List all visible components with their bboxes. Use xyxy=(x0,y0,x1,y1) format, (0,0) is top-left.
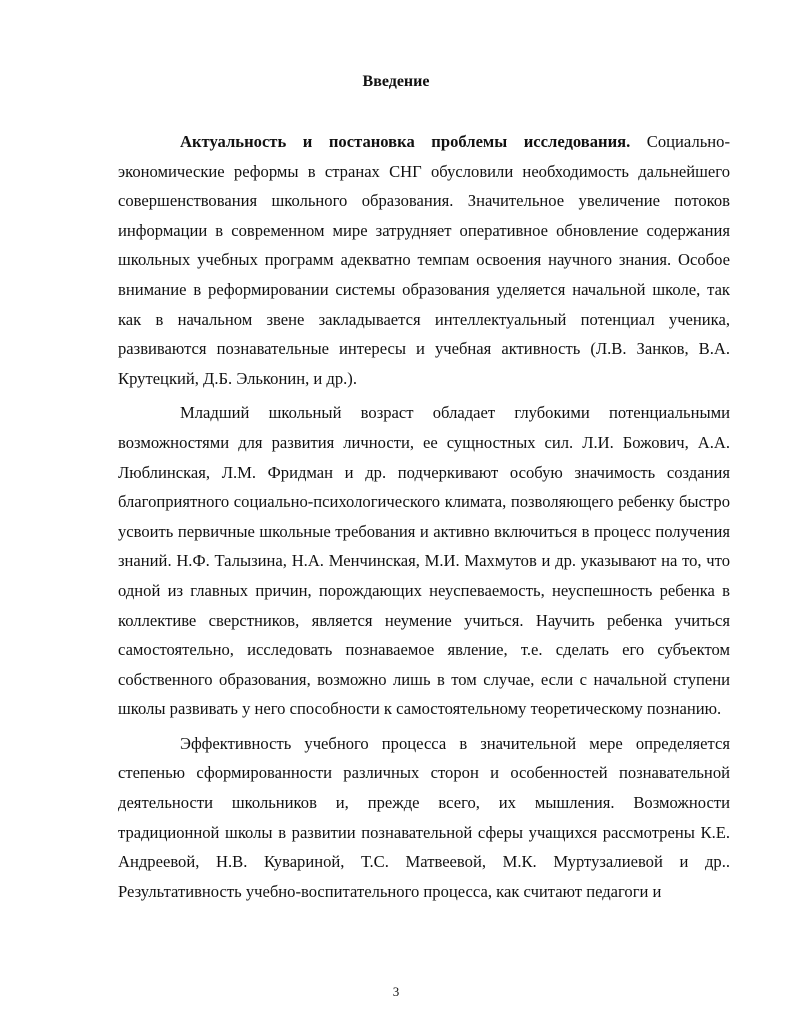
paragraph-1 xyxy=(118,127,730,393)
paragraph-3: Эффективность учебного процесса в значительной мере определяется степенью сформированности различных сторон и особенностей познавательной деятельности школьников и, прежде всего, их мышления. Возможности традиционной школы в развитии познавательной сферы учащихся рассмотрены К.Е. Андреевой, Н.В. Кувариной, Т.С. Матвеевой, М.К. Муртузалиевой и др.. Результативность учебно-воспитательного процесса, как считают педагоги и xyxy=(118,733,730,901)
section-heading: Введение xyxy=(362,73,430,90)
paragraph-1-text: Социально-экономические реформы в странах СНГ обусловили необходимость дальнейшего совершенствования школьного образования. Значительное увеличение потоков информации в современном мире затрудняет оперативное обновление содержания школьных учебных программ адекватно темпам освоения научного знания. Особое внимание в реформировании системы образования уделяется начальной школе, так как в начальном звене закладывается интеллектуальный потенциал ученика, развиваются познавательные интересы и учебная активность (Л.В. Занков, В.А. Крутецкий, Д.Б. Эльконин, и др.). xyxy=(118,132,730,388)
paragraph-1-lead: Актуальность и постановка проблемы исследования. xyxy=(180,132,631,151)
page-number: 3 xyxy=(392,984,400,999)
paragraph-2: Младший школьный возраст обладает глубокими потенциальными возможностями для развития личности, ее сущностных сил. Л.И. Божович, А.А. Люблинская, Л.М. Фридман и др. подчеркивают особую значимость создания благоприятного социально-психологического климата, позволяющего ребенку быстро усвоить первичные школьные требования и активно включиться в процесс получения знаний. Н.Ф. Талызина, Н.А. Менчинская, М.И. Махмутов и др. указывают на то, что одной из главных причин, порождающих неуспеваемость, неуспешность ребенка в коллективе сверстников, является неумение учиться. Научить ребенка учиться самостоятельно, исследовать познаваемое явление, т.е. сделать его субъектом собственного образования, возможно лишь в том случае, если с начальной ступени школы развивать у него способности к самостоятельному теоретическому познанию. xyxy=(118,403,730,719)
body-text xyxy=(118,127,730,906)
